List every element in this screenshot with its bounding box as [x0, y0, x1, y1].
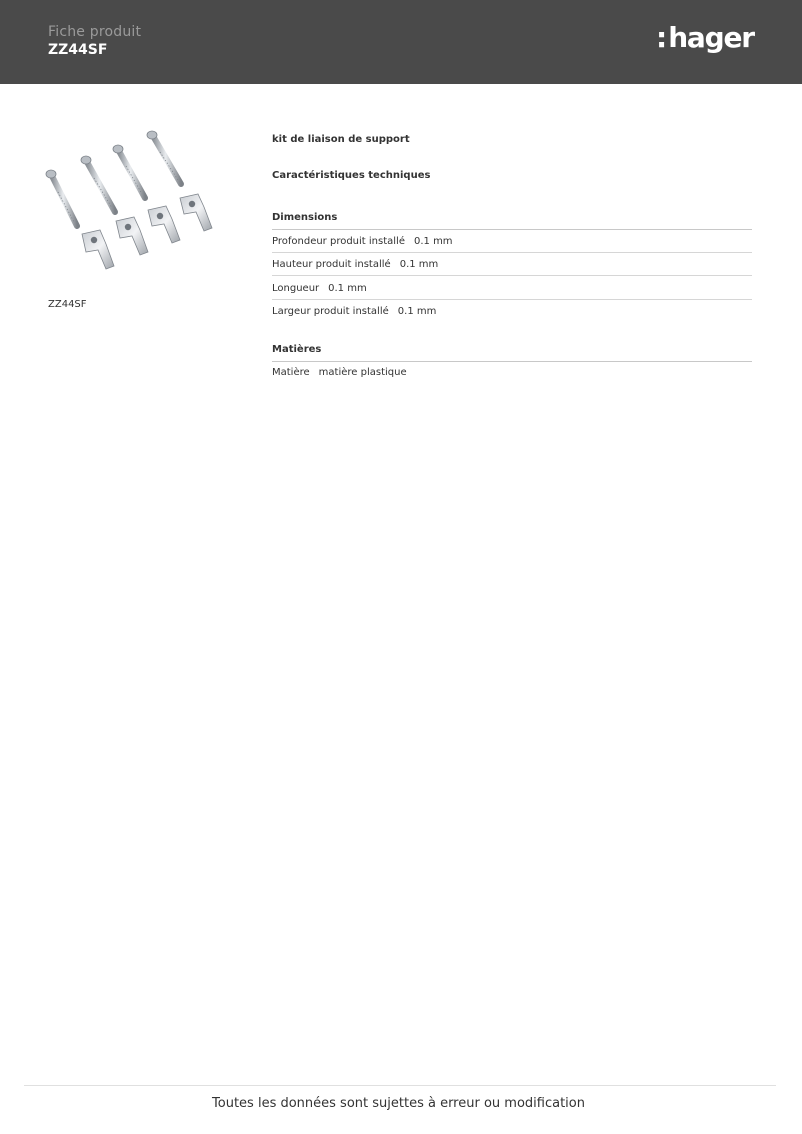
spec-label: Hauteur produit installé	[272, 259, 391, 270]
dimensions-group-title: Dimensions	[272, 212, 752, 230]
spec-value: 0.1 mm	[399, 259, 439, 270]
image-caption: ZZ44SF	[48, 299, 87, 310]
technical-characteristics-title: Caractéristiques techniques	[272, 170, 431, 181]
product-reference: ZZ44SF	[48, 42, 108, 58]
clip-2	[116, 217, 148, 255]
spec-label: Profondeur produit installé	[272, 236, 405, 247]
spec-value: 0.1 mm	[328, 283, 367, 294]
spec-value: 0.1 mm	[397, 306, 437, 317]
screw-3	[113, 145, 145, 198]
screw-4	[147, 131, 181, 184]
spec-value: 0.1 mm	[413, 236, 453, 247]
spec-row	[272, 253, 752, 276]
spec-label: Matière	[272, 367, 310, 378]
clip-4	[180, 194, 212, 231]
clip-3	[148, 206, 180, 243]
document-type: Fiche produit	[48, 24, 142, 40]
footer-divider	[24, 1085, 776, 1086]
spec-label: Largeur produit installé	[272, 306, 389, 317]
footer-disclaimer: Toutes les données sont sujettes à erreur ou modification	[212, 1096, 585, 1111]
clip-1	[82, 230, 114, 269]
spec-label: Longueur	[272, 283, 320, 294]
screw-2	[81, 156, 115, 212]
spec-row	[272, 300, 752, 323]
spec-row	[272, 230, 752, 253]
product-description: kit de liaison de support	[272, 134, 410, 145]
hager-logo: :hager	[656, 21, 754, 54]
spec-row	[272, 277, 752, 300]
screw-1	[46, 170, 77, 226]
screws-and-clips-kit-image	[40, 126, 225, 281]
header-band	[0, 0, 802, 84]
spec-value: matière plastique	[318, 367, 407, 378]
materials-group-title: Matières	[272, 344, 752, 362]
spec-row	[272, 361, 752, 384]
brand-name: hager	[668, 21, 754, 54]
